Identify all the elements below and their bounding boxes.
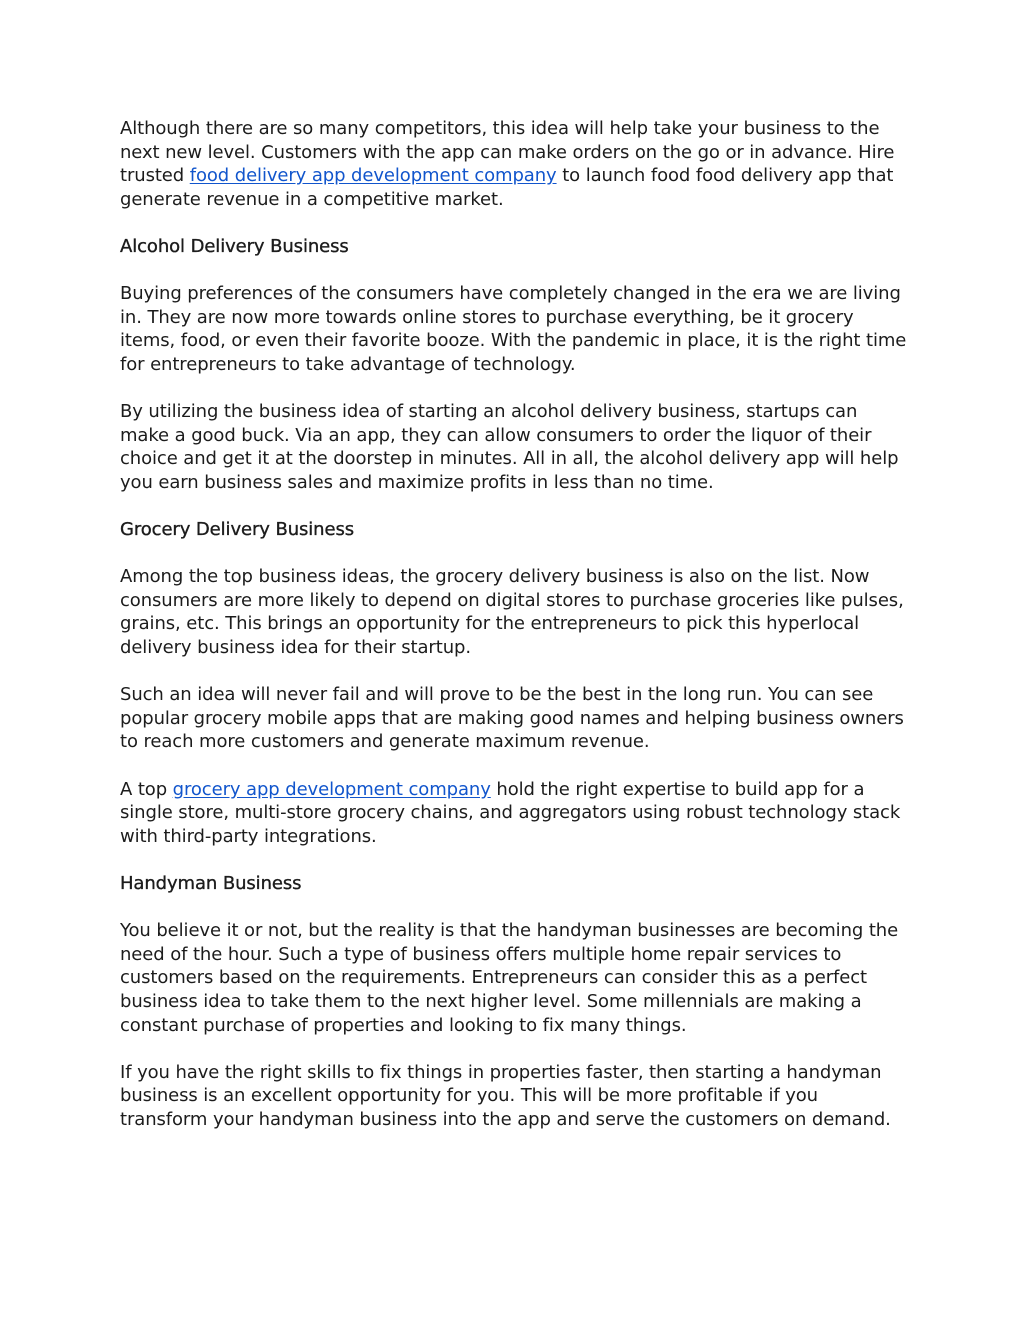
intro-text-end: to launch food food delivery app that generate revenue in a competitive market. bbox=[120, 165, 894, 210]
handyman-paragraph-1: You believe it or not, but the reality is that the handyman businesses are becoming the need of the hour. Such a type of business offers multiple home repair services to customers based on the requirements. Entrepreneurs can consider this as a perfect business idea to take them to the next higher level. Some millennials are making a constant purchase of properties and looking to fix many things. bbox=[120, 920, 899, 1036]
intro-paragraph bbox=[120, 117, 910, 211]
handyman-heading: Handyman Business bbox=[120, 873, 302, 894]
grocery-app-link[interactable]: grocery app development company bbox=[172, 778, 491, 800]
alcohol-paragraph-1: Buying preferences of the consumers have completely changed in the era we are living in. They are now more towards online stores to purchase everything, be it grocery items, food, or even their favorite booze. With the pandemic in place, it is the right time for entrepreneurs to take advantage of technology. bbox=[120, 283, 907, 375]
grocery-p3-start: A top bbox=[120, 778, 173, 800]
alcohol-paragraph-2: By utilizing the business idea of starting an alcohol delivery business, startups can make a good buck. Via an app, they can allow consumers to order the liquor of their choice and get it at the doorstep in minutes. All in all, the alcohol delivery app will help you earn business sales and maximize profits in less than no time. bbox=[120, 401, 899, 493]
grocery-paragraph-1: Among the top business ideas, the grocery delivery business is also on the list. Now consumers are more likely to depend on digital stores to purchase groceries like pulses, grains, etc. This brings an opportunity for the entrepreneurs to pick this hyperlocal delivery business idea for their startup. bbox=[120, 566, 904, 659]
document-page bbox=[120, 117, 910, 1155]
grocery-p3-end: hold the right expertise to build app for a single store, multi-store grocery chains, and aggregators using robust technology stack with third-party integrations. bbox=[120, 778, 901, 847]
intro-text-start: Although there are so many competitors, this idea will help take your business to the next new level. Customers with the app can make orders on the go or in advance. Hire trusted bbox=[120, 118, 895, 187]
alcohol-heading: Alcohol Delivery Business bbox=[120, 235, 349, 257]
handyman-paragraph-2: If you have the right skills to fix things in properties faster, then starting a handyman business is an excellent opportunity for you. This will be more profitable if you transform your handyman business into the app and serve the customers on demand. bbox=[120, 1061, 891, 1130]
food-delivery-link[interactable]: food delivery app development company bbox=[189, 165, 557, 187]
grocery-paragraph-3 bbox=[120, 778, 910, 849]
grocery-paragraph-2: Such an idea will never fail and will prove to be the best in the long run. You can see popular grocery mobile apps that are making good names and helping business owners to reach more customers and generate maximum revenue. bbox=[120, 684, 904, 753]
grocery-heading: Grocery Delivery Business bbox=[120, 519, 355, 541]
